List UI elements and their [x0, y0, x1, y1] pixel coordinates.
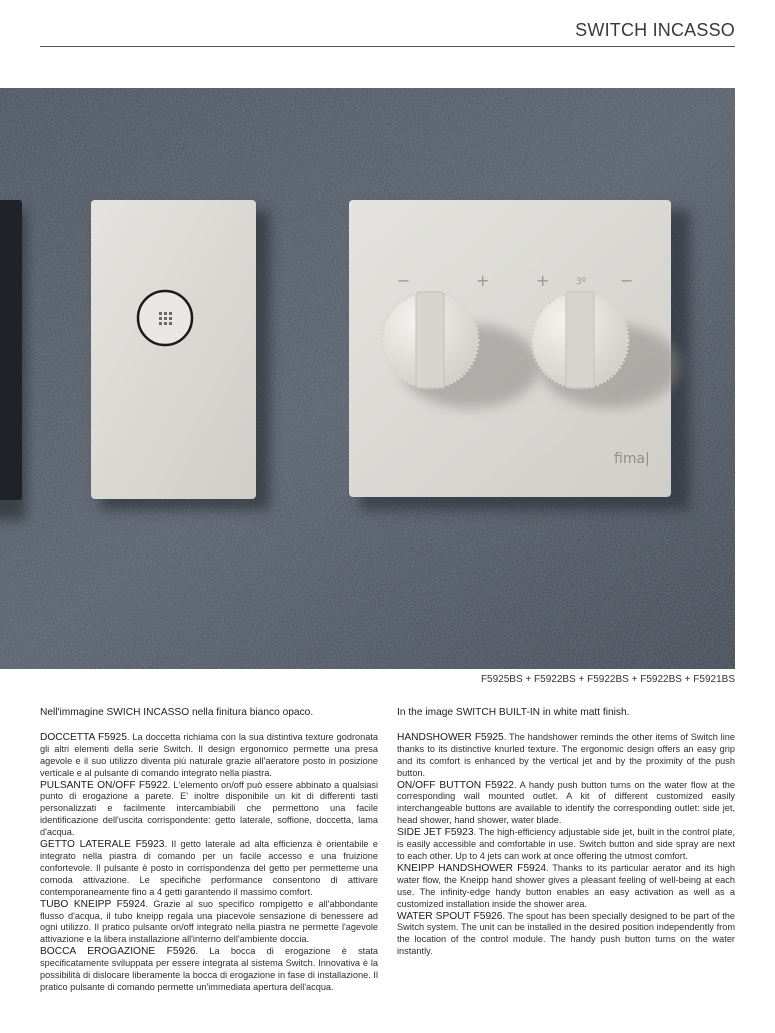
italian-text-column: [40, 707, 378, 994]
brand-logo: fima|: [614, 451, 650, 467]
page-title: [575, 20, 735, 41]
product-photo: [0, 88, 735, 669]
paragraph-heading: BOCCA EROGAZIONE F5926: [40, 946, 196, 958]
paragraph-heading: DOCCETTA F5925: [40, 731, 127, 743]
paragraph-heading: WATER SPOUT F5926: [397, 910, 503, 922]
italian-paragraph: [40, 780, 378, 840]
handshower-plate: [91, 200, 270, 510]
page-title-bold: INCASSO: [652, 20, 735, 40]
paragraph-heading: TUBO KNEIPP F5924: [40, 898, 146, 910]
italian-paragraph: [40, 899, 378, 947]
paragraph-heading: GETTO LATERALE F5923: [40, 839, 165, 851]
english-paragraph: [397, 827, 735, 863]
paragraph-heading: KNEIPP HANDSHOWER F5924: [397, 862, 547, 874]
paragraph-body: . Il getto laterale ad alta efficienza è orientabile e integrato nella piastra di comando per un facile accesso e una fruizione confortevole. Il pulsante è posto in corrispondenza del getto per permetterne una comoda attivazione. Le specifiche performance consentono di attivare contemporaneamente fino a 4 getti garantendo il massimo comfort.: [40, 839, 378, 897]
english-intro: In the image SWITCH BUILT-IN in white matt finish.: [397, 707, 630, 718]
paragraph-body: . A handy push button turns on the water flow at the corresponding wall mounted outlet. A kit of different customized easily interchangeable buttons are available to identify the corresponding outlet: side jet, head shower, hand shower, water blade.: [397, 779, 735, 826]
english-text-column: [397, 707, 735, 958]
paragraph-body: . Thanks to its particular aerator and its high water flow, the Kneipp hand shower gives a pleasant feeling of well-being at each use. The infinity-edge handy button enables an easy activation as well as a customized installation inside the shower area.: [397, 862, 735, 909]
paragraph-heading: ON/OFF BUTTON F5922: [397, 779, 514, 791]
italian-paragraph: [40, 732, 378, 780]
dial-mark-minus-left: −: [397, 271, 411, 290]
italian-paragraph: [40, 839, 378, 899]
paragraph-body: . The handshower reminds the other items of Switch line thanks to its distinctive knurled texture. The ergonomic design offers an easy grip and its comfort is enhanced by the vertical jet and by the proximity of the push button.: [397, 731, 735, 778]
dial-mark-plus-right: +: [536, 271, 550, 290]
paragraph-heading: SIDE JET F5923: [397, 827, 474, 839]
paragraph-body: . La bocca di erogazione è stata specificatamente sviluppata per essere integrata al sistema Switch. Innovativa è la possibilità di dislocare liberamente la bocca di erogazione in fase di installazione. Il pratico pulsante di comando permette un'immediata apertura dell'acqua.: [40, 946, 378, 992]
partial-plate-left: [0, 200, 26, 520]
english-paragraph: [397, 780, 735, 828]
paragraph-body: . Grazie al suo specifico rompigetto e all'abbondante flusso d'acqua, il tubo kneipp regala una piacevole sensazione di benessere ad ogni utilizzo. Il pratico pulsante on/off integrato nella piastra ne permette l'agevole attivazione e la libera installazione all'interno dell'ambiente doccia.: [40, 898, 379, 945]
english-paragraph: [397, 863, 735, 911]
paragraph-heading: PULSANTE ON/OFF F5922: [40, 779, 168, 791]
dial-mark-minus-right: −: [620, 271, 634, 290]
page-title-light: SWITCH: [575, 20, 648, 40]
photo-caption: F5925BS + F5922BS + F5922BS + F5922BS + F5921BS: [480, 674, 735, 685]
english-paragraph: [397, 911, 735, 959]
paragraph-heading: HANDSHOWER F5925: [397, 731, 504, 743]
paragraph-body: . L'elemento on/off può essere abbinato a qualsiasi punto di erogazione a parete. E' inoltre disponibile un kit di differenti tasti personalizzati e facilmente intercambiabili che permettono una facile identificazione dell'uscita corrispondente: getto laterale, soffione, doccetta, lama d'acqua.: [40, 779, 378, 838]
dial-mark-temp: 3º: [576, 277, 586, 287]
italian-intro: Nell'immagine SWICH INCASSO nella finitura bianco opaco.: [40, 707, 314, 718]
italian-paragraph: [40, 946, 378, 994]
control-plate: [349, 200, 690, 510]
left-dial-knob: [382, 292, 478, 388]
paragraph-body: . The high-efficiency adjustable side jet, built in the control plate, is easily accessible and comfortable in use. Switch button and side spray are next to each other. Up to 4 jets can work at once offering the utmost comfort.: [397, 827, 735, 861]
paragraph-body: . La doccetta richiama con la sua distintiva texture godronata gli altri elementi della serie Switch. Il design ergonomico permette una presa agevole e il suo utilizzo diventa più naturale grazie all'aeratore posto in posizione verticale e al pulsante di comando integrato nella piastra.: [40, 731, 378, 778]
english-paragraph: [397, 732, 735, 780]
paragraph-body: . The spout has been specially designed to be part of the Switch system. The unit can be installed in the desired position independently from the location of the control module. The handy push button turns on the water instantly.: [397, 910, 736, 957]
right-dial-knob: [532, 292, 628, 388]
header-rule: [40, 46, 735, 47]
dial-mark-plus-left: +: [476, 271, 490, 290]
